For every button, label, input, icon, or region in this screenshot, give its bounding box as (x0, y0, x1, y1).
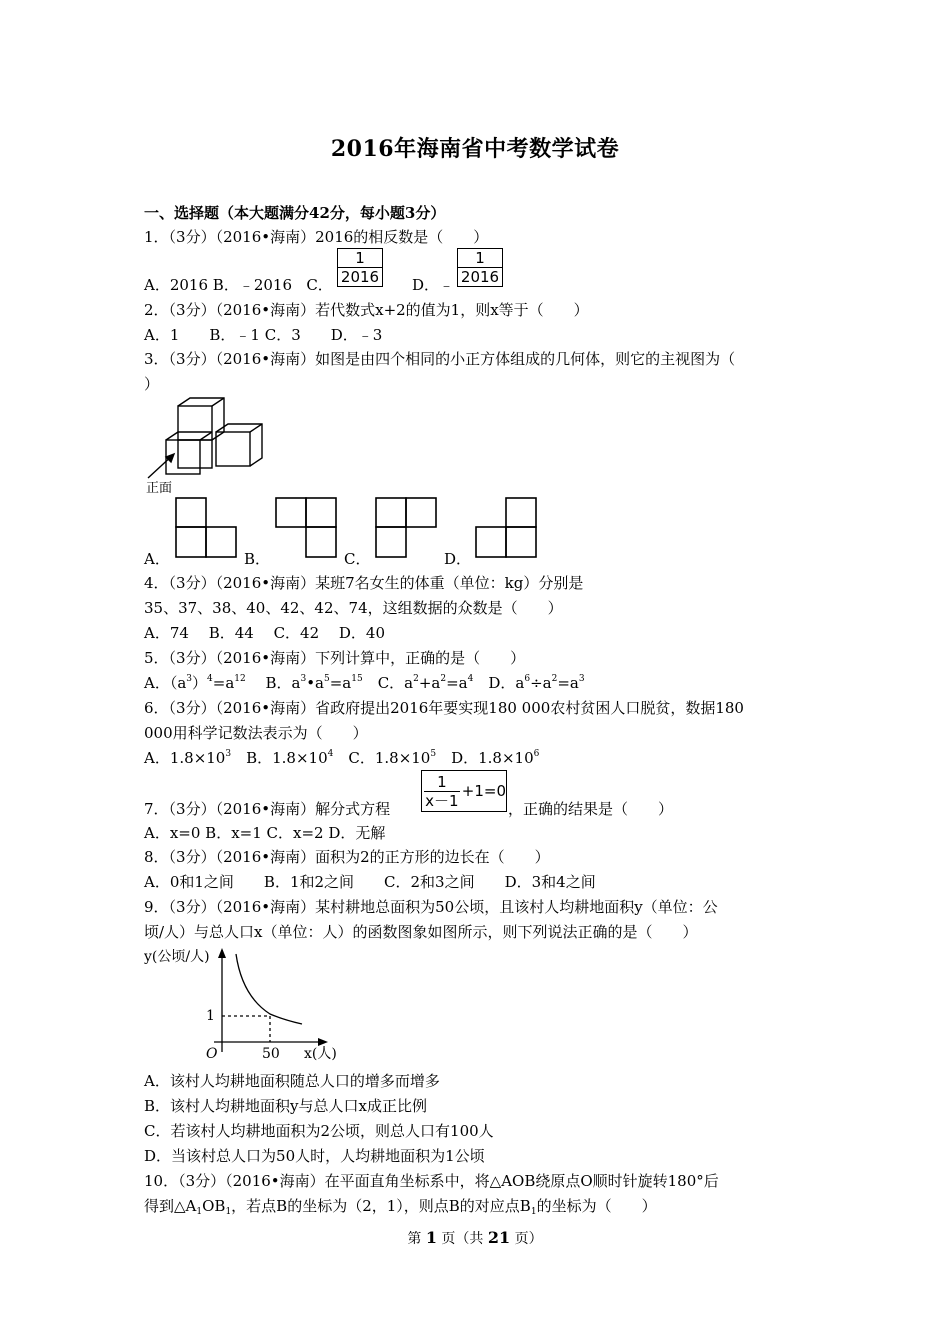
footer-text: 第 (407, 1231, 426, 1247)
q9-stem-cont: 顷/人）与总人口x（单位：人）的函数图象如图所示，则下列说法正确的是（ ） (144, 923, 698, 941)
q1-option-b: B．﹣2016 (212, 276, 292, 294)
q3-option-b-figure (272, 496, 340, 560)
equation-tail: +1=0 (461, 782, 506, 800)
q9-option-b: B．该村人均耕地面积y与总人口x成正比例 (144, 1097, 427, 1115)
subscript: 1 (225, 1207, 232, 1217)
q7-stem-end: ，正确的结果是（ ） (508, 800, 674, 818)
q10-text-part: 的坐标为（ ） (536, 1197, 657, 1215)
q10-text-part: 得到△A (144, 1197, 197, 1215)
q7-equation (421, 770, 507, 812)
q3-option-d-label: D． (444, 550, 472, 568)
q2-options: A．1 B．﹣1 C．3 D．﹣3 (144, 326, 383, 344)
y-axis-arrow (218, 948, 226, 958)
front-label: 正面 (146, 481, 173, 496)
subscript: 1 (530, 1207, 537, 1217)
q5-options: A．$(a^3)^4=a^{12}$ B．$a^3•a^5=a^{15}$ C．$a^2+a^2=a^4$ D．$a^6\div a^2=a^3$ (144, 674, 585, 692)
q1-options (144, 275, 333, 295)
q3-solid-figure (144, 396, 268, 496)
q3-option-d-figure (472, 496, 540, 560)
q3-stem: 3．（3分）（2016•海南）如图是由四个相同的小正方体组成的几何体，则它的主视图为（ (144, 350, 736, 368)
fraction-numerator: 1 (338, 249, 382, 268)
q4-options: A．74 B．44 C．42 D．40 (144, 624, 386, 642)
subscript: 1 (196, 1207, 203, 1217)
q10-stem-cont (144, 1196, 657, 1216)
q3-option-c-figure (372, 496, 440, 560)
q5-stem: 5．（3分）（2016•海南）下列计算中，正确的是（ ） (144, 649, 526, 667)
q1-fraction-d (457, 248, 503, 287)
q8-stem: 8．（3分）（2016•海南）面积为2的正方形的边长在（ ） (144, 848, 550, 866)
x-axis-label: x(人) (304, 1046, 337, 1062)
fraction-denominator: 2016 (340, 268, 380, 286)
fraction-numerator: 1 (424, 773, 460, 792)
q3-option-a-label: A． (144, 550, 170, 568)
q7-options: A．x=0 B．x=1 C．x=2 D．无解 (144, 824, 386, 842)
q3-stem-end: ） (144, 375, 160, 393)
q1-fraction-c (337, 248, 383, 287)
fraction-denominator: 2016 (460, 268, 500, 286)
footer-text: 页） (510, 1231, 543, 1247)
x-axis-arrow (318, 1038, 328, 1046)
hyperbola-curve (236, 954, 302, 1024)
footer-text: 页（共 (436, 1231, 488, 1247)
q7-stem (144, 799, 390, 819)
q4-stem-cont: 35、37、38、40、42、42、74，这组数据的众数是（ ） (144, 599, 563, 617)
q10-text-part: OB (202, 1197, 226, 1215)
q3-option-a-figure (172, 496, 240, 560)
x-tick-label: 50 (262, 1046, 280, 1062)
q10-text-part: ，若点B的坐标为（2，1），则点B的对应点B (231, 1197, 531, 1215)
page-footer (0, 1228, 950, 1248)
q1-stem: 1．（3分）（2016•海南）2016的相反数是（ ） (144, 228, 489, 246)
q8-options: A．0和1之间 B．1和2之间 C．2和3之间 D．3和4之间 (144, 873, 596, 891)
y-axis-label: y(公顷/人) (144, 949, 210, 965)
q9-option-d: D．当该村总人口为50人时，人均耕地面积为1公顷 (144, 1147, 485, 1165)
fraction-numerator: 1 (458, 249, 502, 268)
q1-option-a: A．2016 (144, 276, 209, 294)
q6-stem-cont: 000用科学记数法表示为（ ） (144, 724, 368, 742)
q6-options: A．$1.8\times 10^3$ B．$1.8\times 10^4$ C．$1.8\times 10^5$ D．$1.8\times 10^6$ (144, 749, 540, 767)
q9-stem: 9．（3分）（2016•海南）某村耕地总面积为50公顷，且该村人均耕地面积y（单位：公 (144, 898, 718, 916)
q9-function-graph (144, 946, 354, 1068)
q9-option-c: C．若该村人均耕地面积为2公顷，则总人口有100人 (144, 1122, 494, 1140)
total-page-count: 21 (487, 1228, 511, 1247)
q6-stem: 6．（3分）（2016•海南）省政府提出2016年要实现180 000农村贫困人口脱贫，数据180 (144, 699, 744, 717)
y-tick-label: 1 (206, 1008, 215, 1024)
q9-option-a: A．该村人均耕地面积随总人口的增多而增多 (144, 1072, 440, 1090)
q7-stem-start: 7．（3分）（2016•海南）解分式方程 (144, 800, 391, 818)
fraction-denominator: x－1 (425, 791, 459, 810)
q4-stem: 4．（3分）（2016•海南）某班7名女生的体重（单位：kg）分别是 (144, 574, 584, 592)
q3-option-c-label: C． (344, 550, 371, 568)
current-page-number: 1 (425, 1228, 437, 1247)
q3-option-b-label: B． (244, 550, 271, 568)
section-heading: 一、选择题（本大题满分42分，每小题3分） (144, 204, 446, 222)
q10-stem: 10．（3分）（2016•海南）在平面直角坐标系中，将△AOB绕原点O顺时针旋转180°后 (144, 1172, 719, 1190)
page-title: 2016年海南省中考数学试卷 (330, 136, 620, 162)
origin-label: O (206, 1046, 218, 1062)
q2-stem: 2．（3分）（2016•海南）若代数式x+2的值为1，则x等于（ ） (144, 301, 589, 319)
q1-option-d: D．﹣ (412, 276, 455, 294)
q1-option-c: C． (306, 276, 333, 294)
